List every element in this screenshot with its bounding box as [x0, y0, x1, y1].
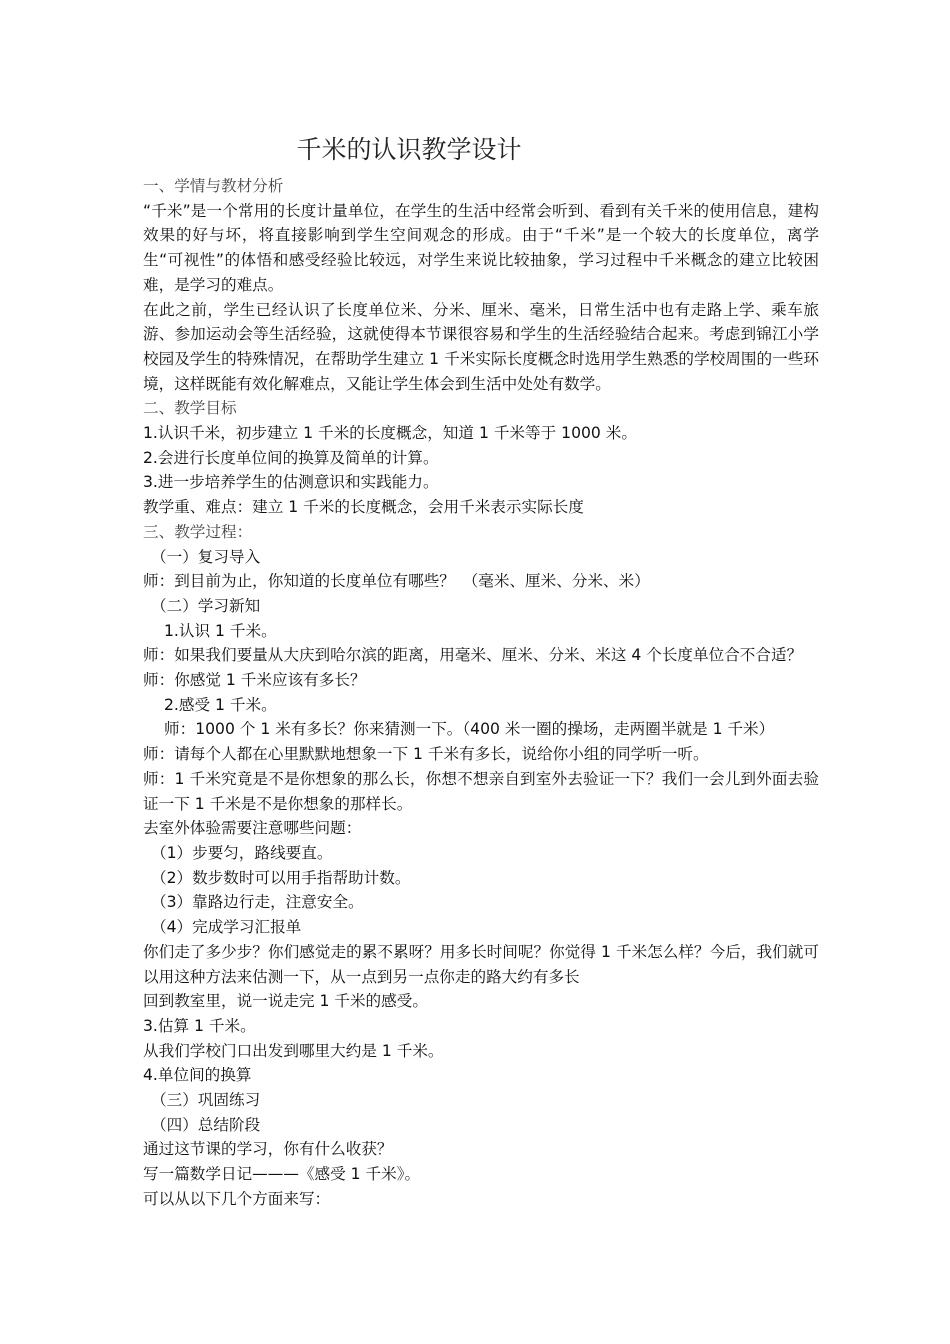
body-paragraph: （二）学习新知 — [151, 596, 261, 615]
body-paragraph: 2.会进行长度单位间的换算及简单的计算。 — [143, 448, 439, 467]
body-paragraph: 3.进一步培养学生的估测意识和实践能力。 — [143, 473, 439, 492]
body-paragraph: 师：你感觉 1 千米应该有多长？ — [143, 671, 366, 690]
body-paragraph: （三）巩固练习 — [151, 1091, 261, 1110]
document-title: 千米的认识教学设计 — [296, 135, 522, 164]
section-heading: 三、教学过程： — [143, 522, 253, 541]
body-paragraph: 4.单位间的换算 — [143, 1066, 252, 1085]
body-paragraph: “千米”是一个常用的长度计量单位，在学生的生活中经常会听到、看到有关千米的使用信息，建构效果的好与坏，将直接影响到学生空间观念的形成。由于“千米”是一个较大的长度单位，离学生“可视性”的体悟和感受经验比较远，对学生来说比较抽象，学习过程中千米概念的建立比较困难，是学习的难点。 — [143, 201, 819, 294]
body-paragraph: （一）复习导入 — [151, 547, 261, 566]
body-paragraph: 通过这节课的学习，你有什么收获？ — [143, 1140, 393, 1159]
body-paragraph: 在此之前，学生已经认识了长度单位米、分米、厘米、毫米，日常生活中也有走路上学、乘车旅游、参加运动会等生活经验，这就使得本节课很容易和学生的生活经验结合起来。考虑到锦江小学校园及学生的特殊情况，在帮助学生建立 1 千米实际长度概念时选用学生熟悉的学校周围的一些环境，这样既能有效化解难点，又能让学生体会到生活中处处有数学。 — [143, 300, 819, 393]
body-paragraph: 可以从以下几个方面来写： — [143, 1189, 331, 1208]
body-paragraph: 师：1000 个 1 米有多长？你来猜测一下。（400 米一圈的操场，走两圈半就是 1 千米） — [164, 720, 775, 739]
document-body — [143, 174, 819, 1212]
body-paragraph: （3）靠路边行走，注意安全。 — [151, 893, 364, 912]
body-paragraph: 2.感受 1 千米。 — [164, 695, 277, 714]
body-paragraph: 从我们学校门口出发到哪里大约是 1 千米。 — [143, 1041, 444, 1060]
section-heading: 二、教学目标 — [143, 399, 237, 418]
body-paragraph: 1.认识 1 千米。 — [164, 621, 277, 640]
body-paragraph: 师：1 千米究竟是不是你想象的那么长，你想不想亲自到室外去验证一下？我们一会儿到外面去验证一下 1 千米是不是你想象的那样长。 — [143, 769, 819, 813]
body-paragraph: 去室外体验需要注意哪些问题： — [143, 819, 362, 838]
body-paragraph: 1.认识千米，初步建立 1 千米的长度概念，知道 1 千米等于 1000 米。 — [143, 424, 637, 443]
body-paragraph: （1）步要匀，路线要直。 — [151, 843, 333, 862]
body-paragraph: 教学重、难点：建立 1 千米的长度概念，会用千米表示实际长度 — [143, 498, 584, 517]
body-paragraph: 师：如果我们要量从大庆到哈尔滨的距离，用毫米、厘米、分米、米这 4 个长度单位合不合适？ — [143, 646, 803, 665]
body-paragraph: 师：到目前为止，你知道的长度单位有哪些？ （毫米、厘米、分米、米） — [143, 572, 650, 591]
body-paragraph: 3.估算 1 千米。 — [143, 1016, 256, 1035]
body-paragraph: （4）完成学习汇报单 — [151, 918, 302, 937]
body-paragraph: （四）总结阶段 — [151, 1115, 261, 1134]
body-paragraph: （2）数步数时可以用手指帮助计数。 — [151, 868, 411, 887]
body-paragraph: 你们走了多少步？你们感觉走的累不累呀？用多长时间呢？你觉得 1 千米怎么样？今后，我们就可以用这种方法来估测一下，从一点到另一点你走的路大约有多长 — [143, 942, 819, 986]
body-paragraph: 回到教室里，说一说走完 1 千米的感受。 — [143, 992, 428, 1011]
body-paragraph: 写一篇数学日记———《感受 1 千米》。 — [143, 1165, 421, 1184]
body-paragraph: 师：请每个人都在心里默默地想象一下 1 千米有多长，说给你小组的同学听一听。 — [143, 745, 709, 764]
section-heading: 一、学情与教材分析 — [143, 177, 284, 195]
